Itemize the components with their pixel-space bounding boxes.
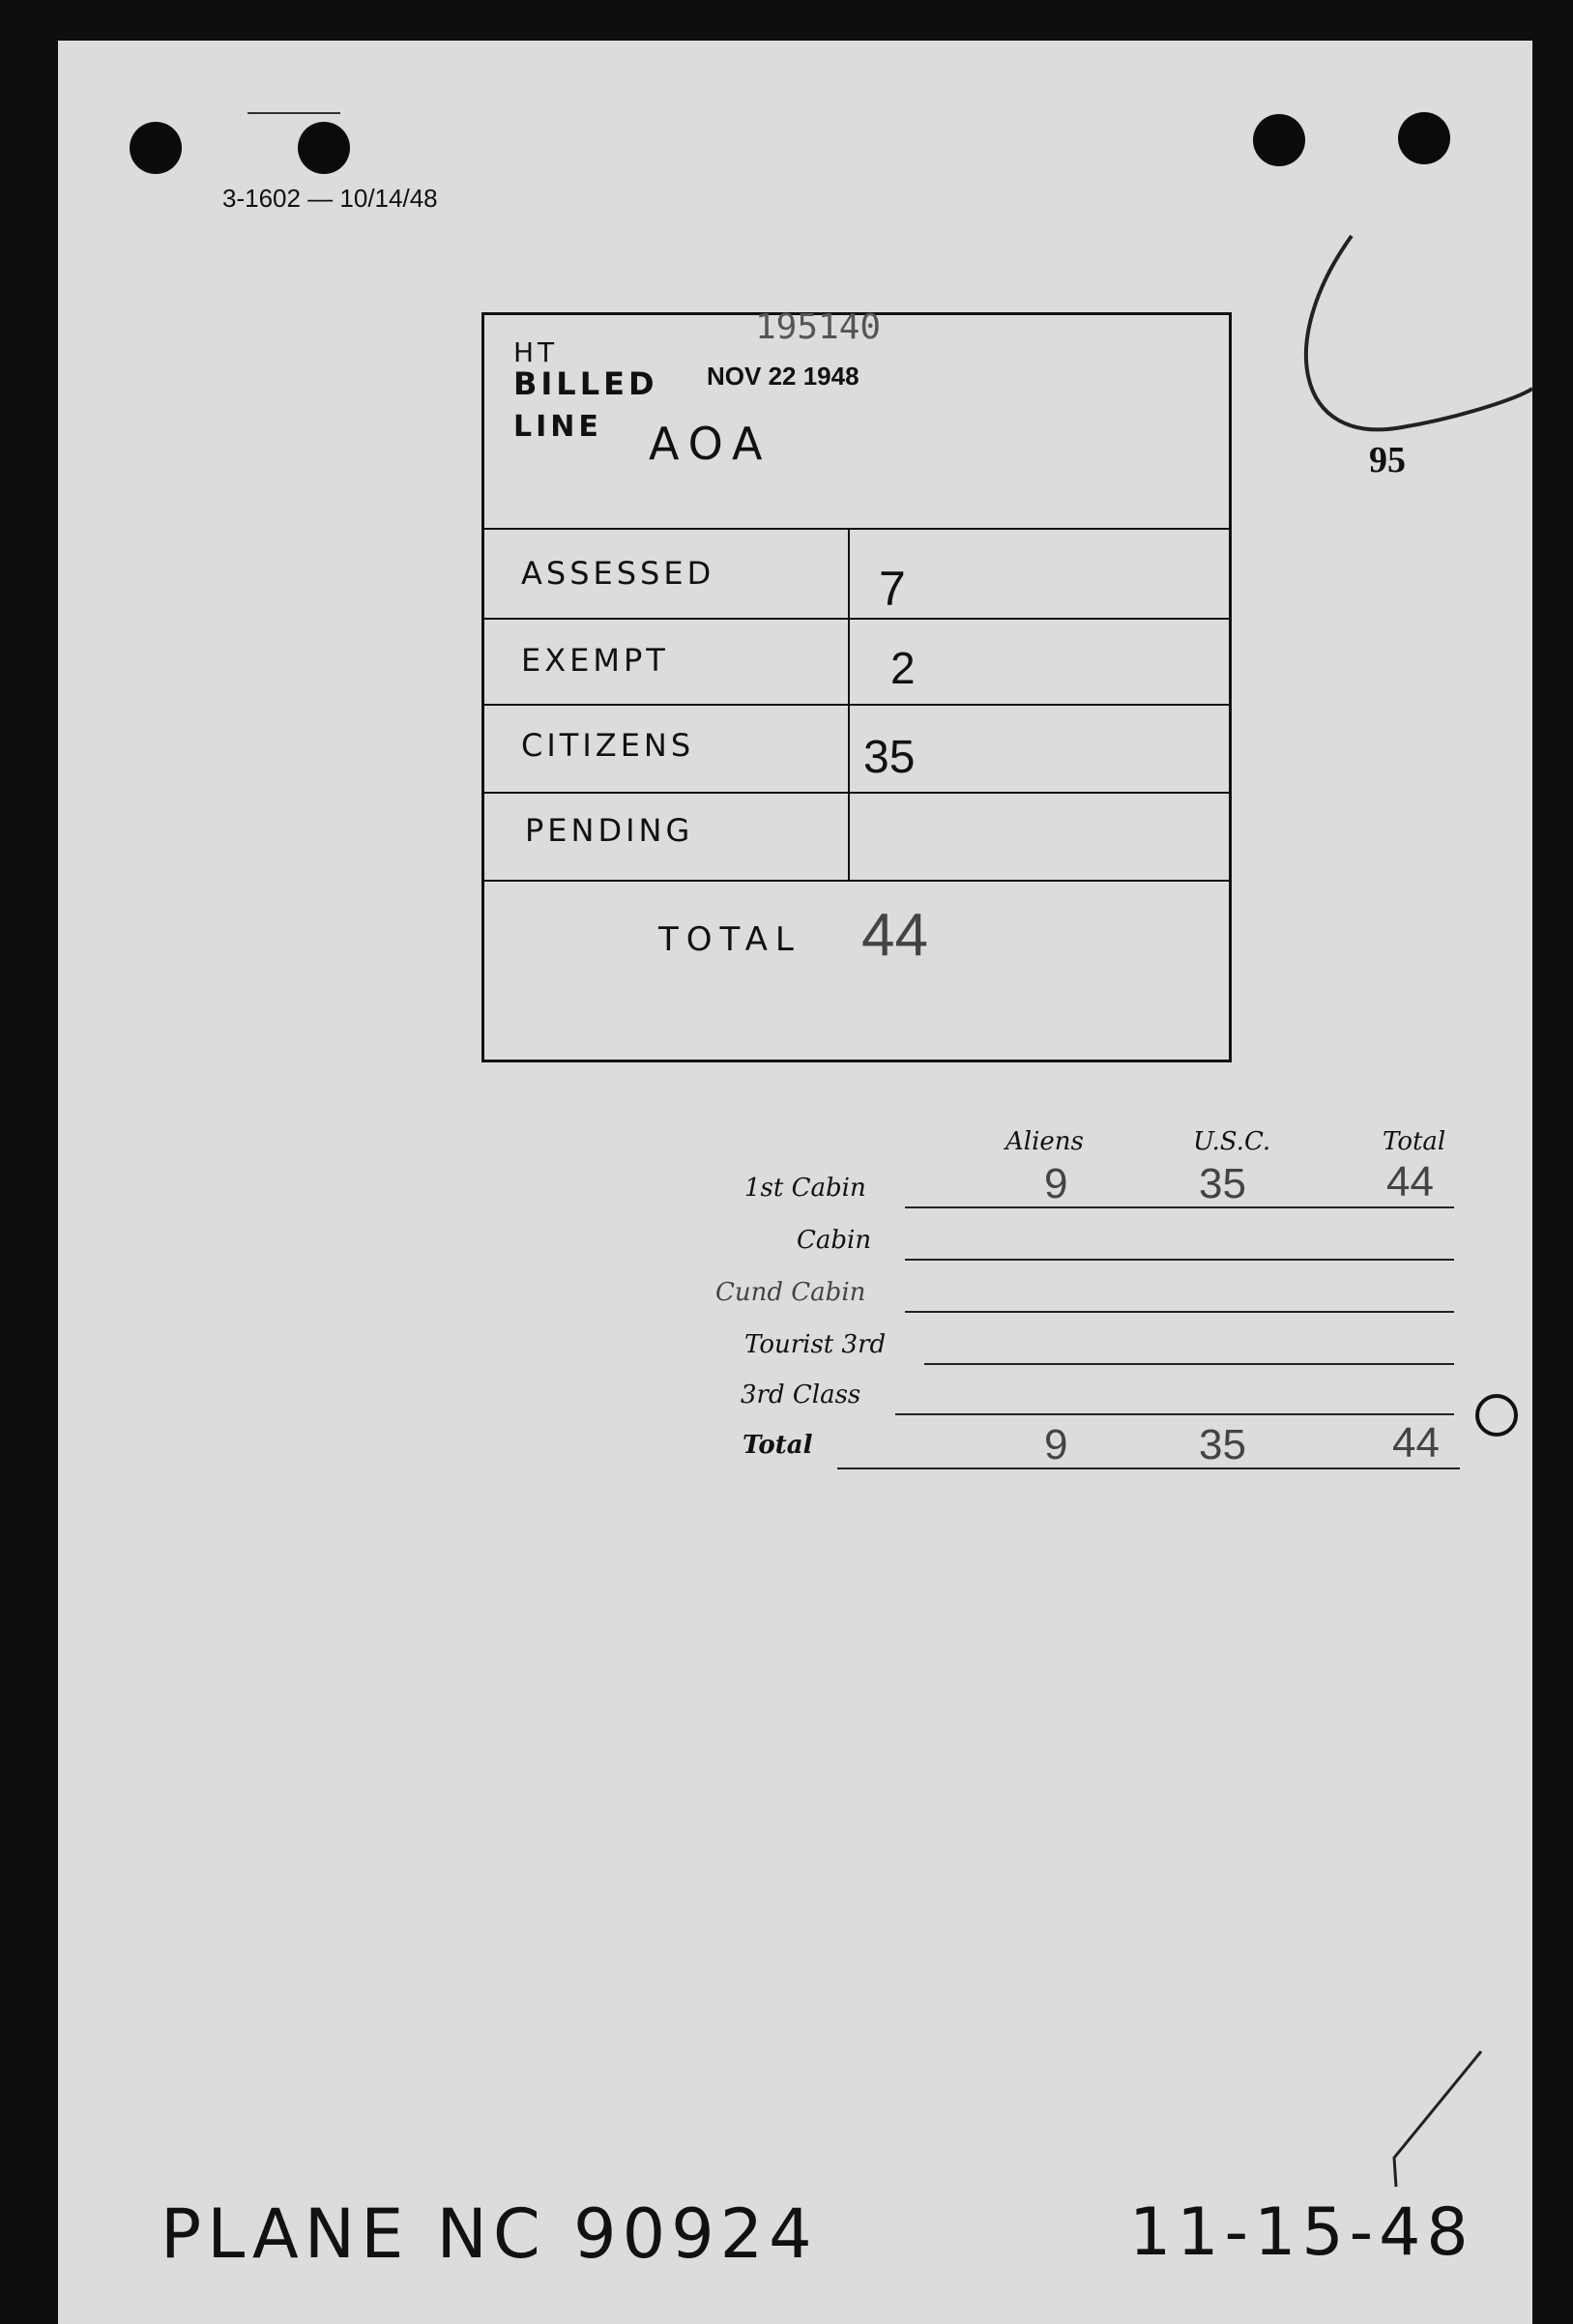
assessed-label: ASSESSED: [521, 555, 715, 592]
arrival-date: 11-15-48: [1129, 2194, 1474, 2271]
column-header-usc: U.S.C.: [1193, 1127, 1271, 1156]
first-cabin-total: 44: [1386, 1158, 1434, 1206]
billed-label: BILLED: [513, 365, 658, 402]
column-header-total: Total: [1383, 1127, 1446, 1156]
stamp-serial: 195140: [755, 307, 882, 347]
form-code: 3-1602 — 10/14/48: [222, 184, 438, 213]
pencil-circle-mark: [1475, 1394, 1518, 1437]
plane-identifier: PLANE NC 90924: [160, 2194, 818, 2274]
citizens-label: CITIZENS: [521, 727, 695, 764]
citizens-value: 35: [863, 732, 916, 783]
billing-box: [481, 307, 1232, 1062]
row-label-first-cabin: 1st Cabin: [744, 1174, 866, 1203]
exempt-value: 2: [890, 643, 916, 693]
row-label-third-class: 3rd Class: [741, 1380, 861, 1409]
first-cabin-aliens: 9: [1044, 1160, 1068, 1207]
pending-label: PENDING: [525, 812, 694, 849]
ht-label: HT: [513, 336, 559, 368]
punch-hole: [298, 122, 350, 174]
total-label: TOTAL: [658, 920, 801, 959]
punch-hole: [1253, 114, 1305, 166]
row-label-cabin: Cabin: [797, 1226, 872, 1255]
row-rule: [905, 1311, 1454, 1313]
punch-hole: [1398, 112, 1450, 164]
divider: [484, 792, 1229, 794]
row-label-total: Total: [743, 1431, 813, 1460]
total-total: 44: [1392, 1419, 1440, 1467]
row-rule: [837, 1467, 1460, 1469]
row-rule: [895, 1413, 1454, 1415]
row-label-second-cabin: Cund Cabin: [715, 1278, 866, 1307]
first-cabin-usc: 35: [1199, 1160, 1246, 1207]
total-usc: 35: [1199, 1421, 1246, 1468]
punch-hole: [130, 122, 182, 174]
row-rule: [905, 1259, 1454, 1261]
exempt-label: EXEMPT: [521, 642, 669, 679]
line-label: LINE: [513, 410, 602, 444]
pencil-tick-mark: [1384, 2042, 1500, 2196]
row-rule: [905, 1206, 1454, 1208]
page-number: 95: [1369, 440, 1406, 480]
row-rule: [924, 1363, 1454, 1365]
divider: [484, 880, 1229, 882]
divider: [484, 618, 1229, 620]
document-page: [58, 41, 1532, 2324]
row-label-tourist-third: Tourist 3rd: [744, 1330, 887, 1359]
line-value: AOA: [649, 418, 772, 470]
pencil-mark: [248, 112, 340, 114]
pencil-curve: [1238, 186, 1573, 495]
divider: [484, 704, 1229, 706]
column-divider: [848, 530, 850, 880]
total-aliens: 9: [1044, 1421, 1068, 1468]
total-value: 44: [861, 902, 928, 969]
column-header-aliens: Aliens: [1005, 1127, 1084, 1156]
stamp-date: NOV 22 1948: [707, 362, 859, 391]
divider: [484, 528, 1229, 530]
assessed-value: 7: [879, 562, 906, 616]
